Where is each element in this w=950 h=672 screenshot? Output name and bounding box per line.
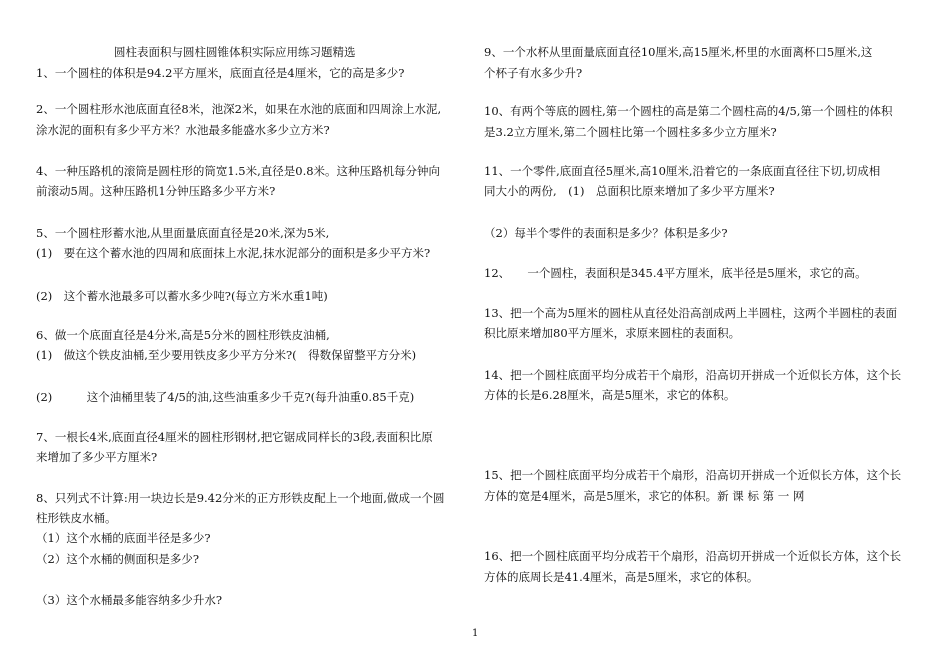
question-16-line-1: 16、把一个圆柱底面平均分成若干个扇形，沿高切开拼成一个近似长方体，这个长 <box>484 549 902 563</box>
question-11-line-1: 11、一个零件,底面直径5厘米,高10厘米,沿着它的一条底面直径往下切,切成相 <box>484 164 881 178</box>
question-6-part-1: (1) 做这个铁皮油桶,至少要用铁皮多少平方分米?( 得数保留整平方分米) <box>36 348 417 362</box>
question-7-line-2: 来增加了多少平方厘米? <box>36 450 158 464</box>
question-10-line-1: 10、有两个等底的圆柱,第一个圆柱的高是第二个圆柱高的4/5,第一个圆柱的体积 <box>484 104 893 118</box>
question-8-line-2: 柱形铁皮水桶。 <box>36 511 117 525</box>
question-8-part-2: （2）这个水桶的侧面积是多少? <box>36 552 199 566</box>
question-10-line-2: 是3.2立方厘米,第二个圆柱比第一个圆柱多多少立方厘米? <box>484 125 777 139</box>
question-5-part-1: (1) 要在这个蓄水池的四周和底面抹上水泥,抹水泥部分的面积是多少平方米? <box>36 246 431 260</box>
question-2-line-1: 2、一个圆柱形水池底面直径8米，池深2米，如果在水池的底面和四周涂上水泥, <box>36 102 442 116</box>
question-15-line-1: 15、把一个圆柱底面平均分成若干个扇形，沿高切开拼成一个近似长方体，这个长 <box>484 468 902 482</box>
question-5-intro: 5、一个圆柱形蓄水池,从里面量底面直径是20米,深为5米, <box>36 226 330 240</box>
question-9-line-2: 个杯子有水多少升? <box>484 66 583 80</box>
question-8-part-3: （3）这个水桶最多能容纳多少升水? <box>36 593 222 607</box>
question-11-part-2: （2）每半个零件的表面积是多少？体积是多少? <box>484 226 728 240</box>
question-9-line-1: 9、一个水杯从里面量底面直径10厘米,高15厘米,杯里的水面离杯口5厘米,这 <box>484 45 873 59</box>
question-16-line-2: 方体的底周长是41.4厘米，高是5厘米，求它的体积。 <box>484 570 759 584</box>
question-6-intro: 6、做一个底面直径是4分米,高是5分米的圆柱形铁皮油桶, <box>36 328 330 342</box>
question-1: 1、一个圆柱的体积是94.2平方厘米，底面直径是4厘米，它的高是多少? <box>36 66 405 80</box>
question-14-line-1: 14、把一个圆柱底面平均分成若干个扇形，沿高切开拼成一个近似长方体，这个长 <box>484 368 902 382</box>
question-6-part-2: (2) 这个油桶里装了4/5的油,这些油重多少千克?(每升油重0.85千克) <box>36 390 415 404</box>
question-13-line-1: 13、把一个高为5厘米的圆柱从直径处沿高剖成两上半圆柱，这两个半圆柱的表面 <box>484 306 897 320</box>
question-5-part-2: (2) 这个蓄水池最多可以蓄水多少吨?(每立方米水重1吨) <box>36 289 328 303</box>
page-title: 圆柱表面积与圆柱圆锥体积实际应用练习题精选 <box>114 45 356 59</box>
question-4-line-2: 前滚动5周。这种压路机1分钟压路多少平方米? <box>36 184 276 198</box>
question-4-line-1: 4、一种压路机的滚筒是圆柱形的筒宽1.5米,直径是0.8米。这种压路机每分钟向 <box>36 164 441 178</box>
question-12: 12、 一个圆柱，表面积是345.4平方厘米，底半径是5厘米，求它的高。 <box>484 266 867 280</box>
question-8-part-1: （1）这个水桶的底面半径是多少? <box>36 531 211 545</box>
question-13-line-2: 积比原来增加80平方厘米，求原来圆柱的表面积。 <box>484 326 741 340</box>
page-number: 1 <box>472 628 479 639</box>
question-11-line-2: 同大小的两份, (1) 总面积比原来增加了多少平方厘米? <box>484 184 775 198</box>
question-2-line-2: 涂水泥的面积有多少平方米？水池最多能盛水多少立方米? <box>36 123 330 137</box>
question-7-line-1: 7、一根长4米,底面直径4厘米的圆柱形钢材,把它锯成同样长的3段,表面积比原 <box>36 430 433 444</box>
question-8-line-1: 8、只列式不计算:用一块边长是9.42分米的正方形铁皮配上一个地面,做成一个圆 <box>36 491 445 505</box>
question-15-line-2: 方体的宽是4厘米，高是5厘米，求它的体积。新 课 标 第 一 网 <box>484 489 805 503</box>
question-14-line-2: 方体的长是6.28厘米，高是5厘米，求它的体积。 <box>484 388 736 402</box>
